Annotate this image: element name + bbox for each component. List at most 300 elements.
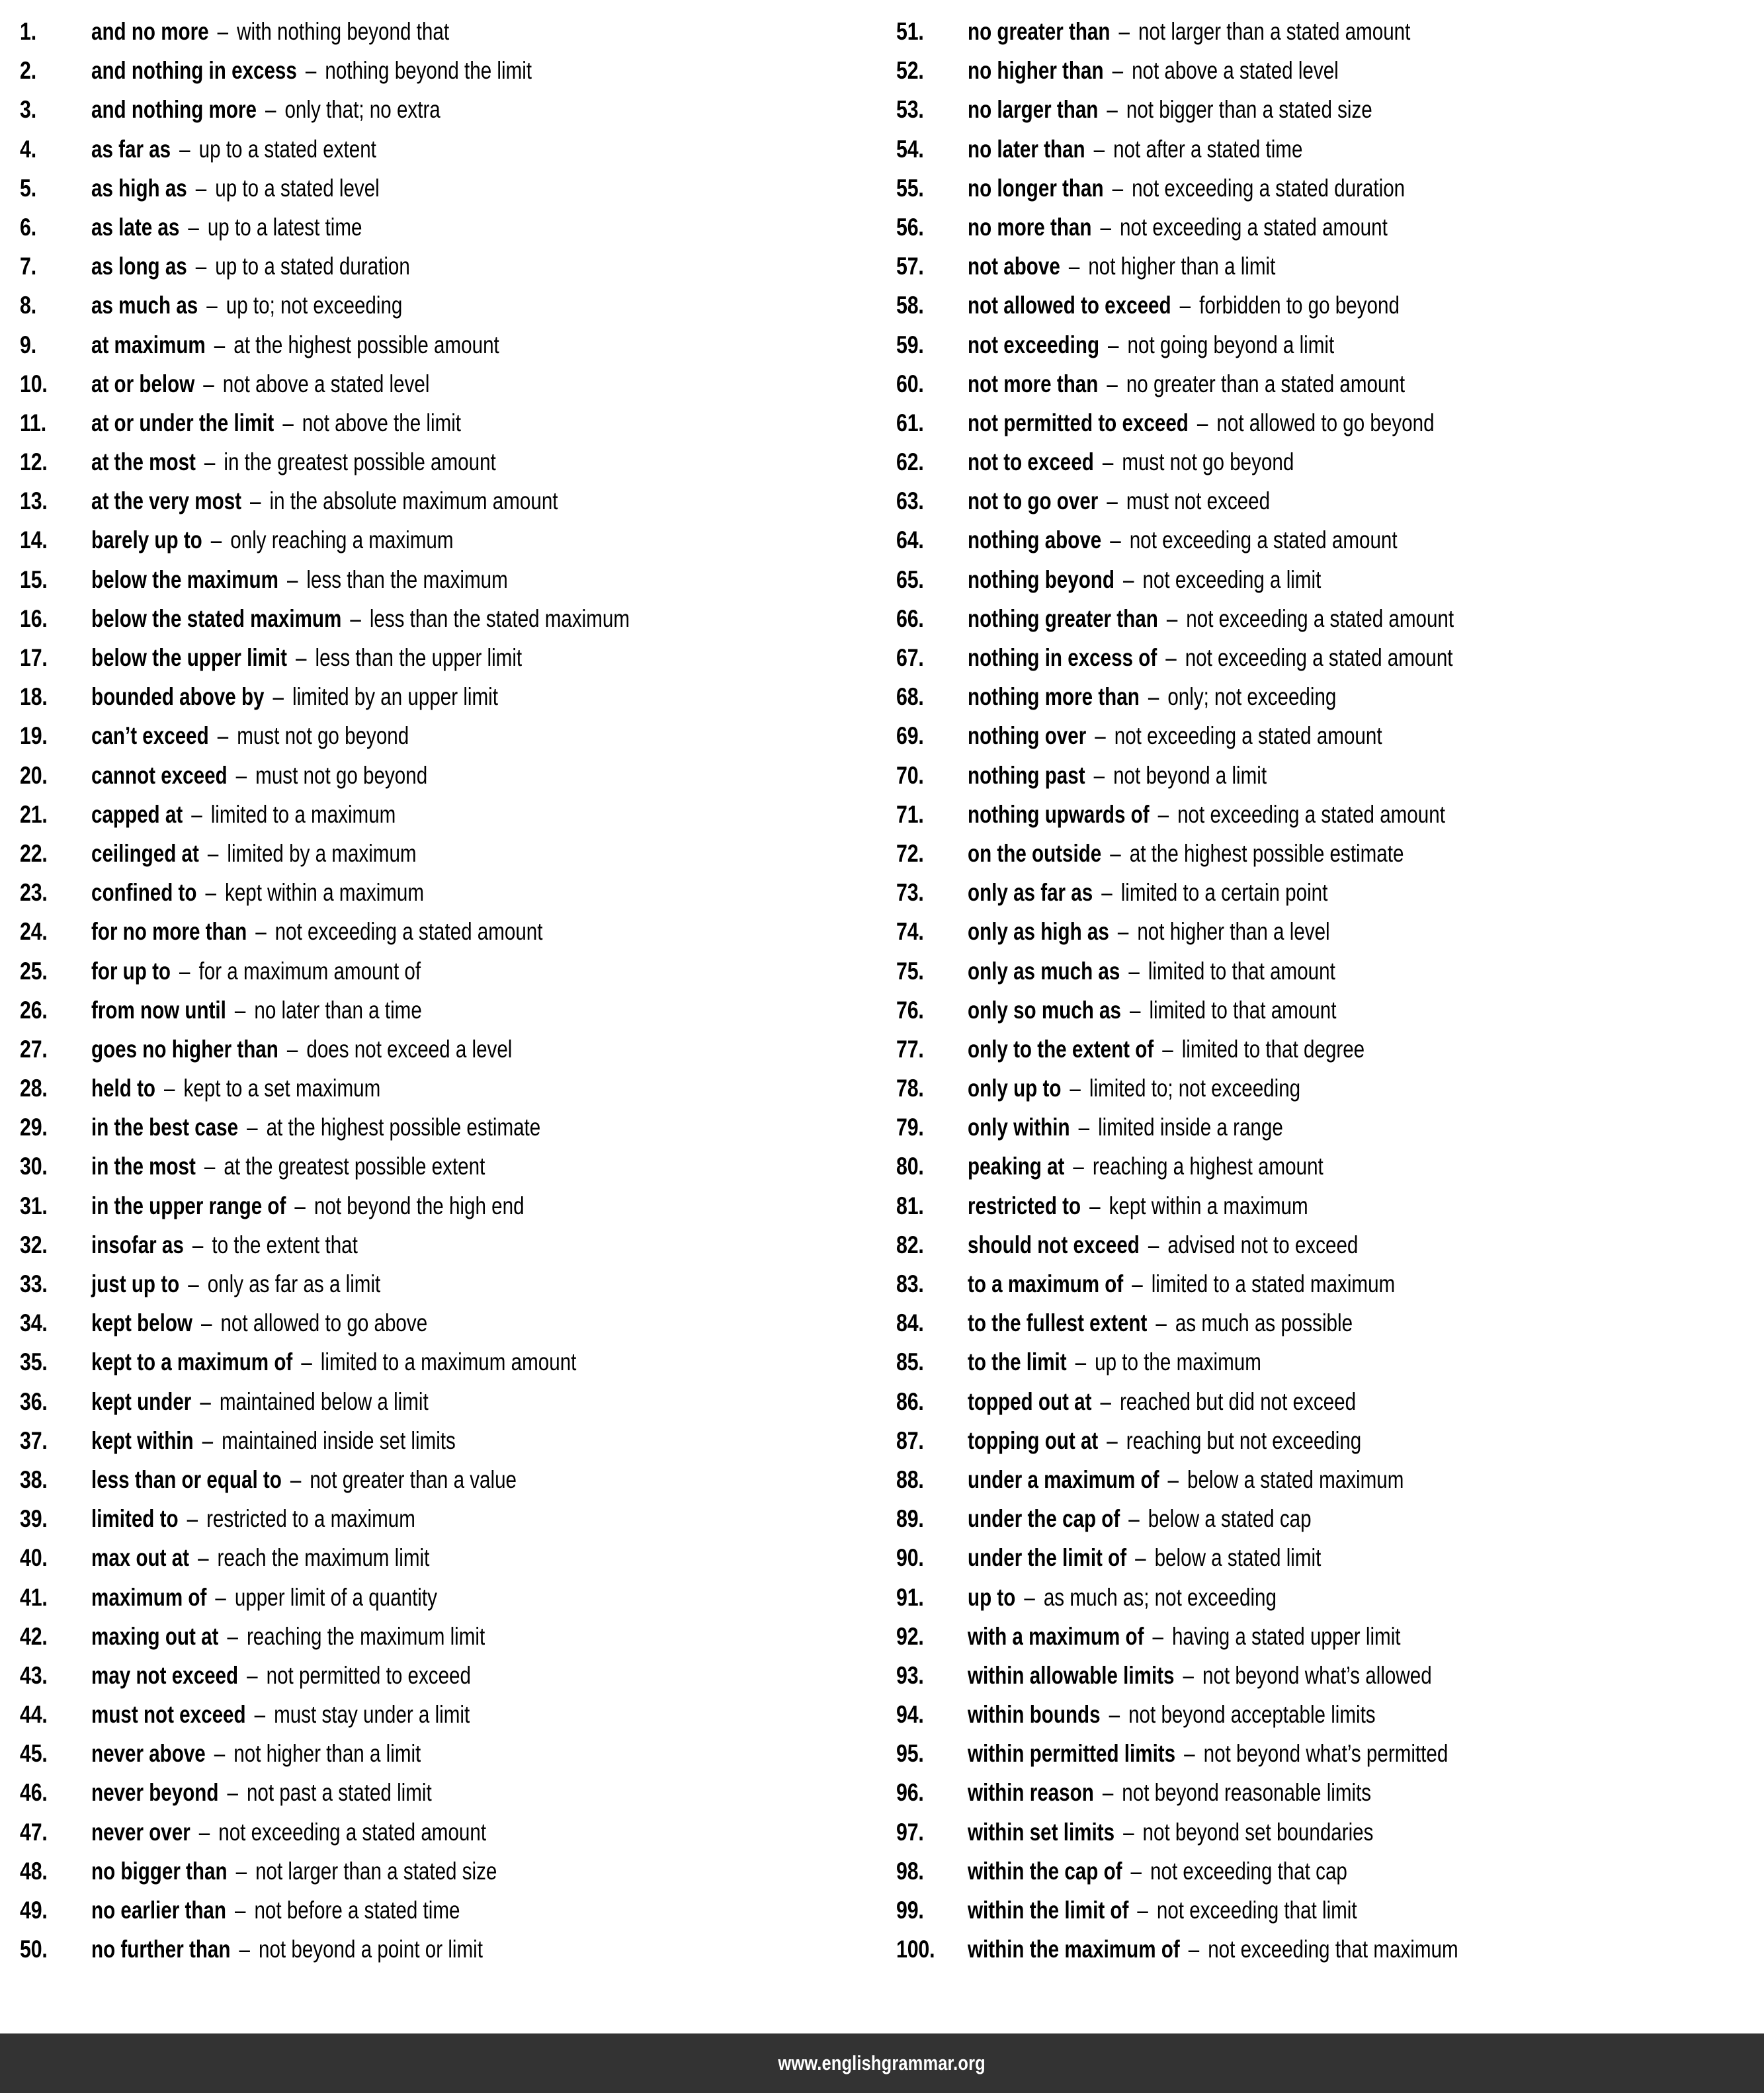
list-item-term: in the upper range of (91, 1192, 286, 1219)
list-item-number: 67. (896, 644, 924, 671)
list-item (896, 991, 1744, 1030)
list-item-number: 12. (20, 448, 48, 476)
list-item-term: at or under the limit (91, 409, 274, 436)
list-item-separator: – (1070, 1075, 1081, 1102)
list-item-term: kept below (91, 1309, 192, 1337)
list-item-definition: only that; no extra (284, 96, 441, 124)
list-item-term: within the limit of (967, 1897, 1129, 1924)
list-item (896, 51, 1744, 90)
list-item-term: insofar as (91, 1231, 184, 1258)
list-item-text (91, 1773, 432, 1812)
list-item-separator: – (234, 996, 246, 1024)
list-item-separator: – (204, 448, 216, 476)
list-item-term: nothing more than (967, 683, 1140, 711)
list-item-definition: not bigger than a stated size (1126, 96, 1372, 124)
list-item-separator: – (1100, 213, 1111, 241)
list-item-number: 57. (896, 253, 924, 280)
list-item-text (968, 1578, 1277, 1617)
list-item-text (968, 1891, 1357, 1930)
list-item (20, 1303, 883, 1342)
list-item-term: with a maximum of (967, 1622, 1144, 1650)
list-item-definition: limited to a maximum amount (320, 1348, 577, 1376)
list-item-separator: – (1112, 174, 1123, 202)
list-item-text (91, 403, 461, 442)
list-item-definition: at the greatest possible extent (224, 1153, 485, 1180)
list-item-text (968, 481, 1270, 520)
list-item (20, 1382, 883, 1421)
list-item (20, 286, 883, 325)
list-item (20, 1147, 883, 1186)
list-item (20, 1813, 883, 1852)
list-item-number: 56. (896, 213, 924, 241)
list-item-term: never above (91, 1740, 206, 1768)
list-item-term: as high as (91, 174, 187, 202)
list-item-number: 54. (896, 135, 924, 163)
list-item-text (91, 1734, 421, 1773)
list-item-text (91, 1538, 429, 1577)
list-item-separator: – (1078, 1114, 1089, 1141)
list-item-text (91, 1578, 437, 1617)
list-item-number: 99. (896, 1897, 924, 1924)
list-item-text (968, 952, 1335, 991)
list-item-text (91, 1852, 497, 1891)
list-item-definition: reaching but not exceeding (1126, 1426, 1362, 1454)
list-item-term: not more than (967, 370, 1099, 397)
list-item-text (91, 1813, 486, 1852)
list-item-definition: does not exceed a level (306, 1035, 513, 1063)
list-item-separator: – (202, 1426, 214, 1454)
list-item-term: on the outside (967, 839, 1102, 867)
list-item-definition: reached but did not exceed (1119, 1387, 1356, 1415)
list-item-term: cannot exceed (91, 761, 228, 789)
list-item-text (91, 1030, 512, 1069)
list-item-definition: not exceeding that limit (1156, 1897, 1357, 1924)
list-item-text (968, 1460, 1404, 1499)
list-item-term: kept within (91, 1426, 194, 1454)
list-item-separator: – (239, 1936, 250, 1963)
list-item-definition: not beyond acceptable limits (1128, 1701, 1376, 1729)
list-item-definition: not beyond a limit (1113, 761, 1267, 789)
list-item-number: 31. (20, 1192, 48, 1219)
list-item-number: 41. (20, 1583, 48, 1611)
list-item-number: 90. (896, 1544, 924, 1572)
list-item-term: nothing in excess of (967, 644, 1157, 671)
list-item-text (91, 716, 409, 755)
list-item-text (968, 1773, 1371, 1812)
list-item-text (968, 599, 1454, 638)
list-item (896, 1147, 1744, 1186)
list-item-separator: – (250, 487, 261, 515)
list-item (896, 520, 1744, 559)
list-item (20, 912, 883, 951)
list-item-separator: – (1184, 1740, 1195, 1768)
list-item-definition: must not go beyond (237, 722, 409, 750)
list-item-definition: nothing beyond the limit (325, 57, 532, 85)
list-item-separator: – (1117, 918, 1129, 946)
list-item-definition: in the absolute maximum amount (269, 487, 558, 515)
list-item-text (91, 1069, 380, 1108)
list-item-separator: – (191, 800, 202, 828)
list-item (896, 1069, 1744, 1108)
list-item (896, 638, 1744, 677)
list-item-term: no more than (967, 213, 1092, 241)
list-item-definition: having a stated upper limit (1171, 1622, 1401, 1650)
list-item-term: below the stated maximum (91, 604, 342, 632)
list-item (896, 873, 1744, 912)
list-item-number: 55. (896, 174, 924, 202)
list-item-separator: – (1155, 1309, 1167, 1337)
list-item-definition: for a maximum amount of (198, 957, 421, 985)
list-item-number: 60. (896, 370, 924, 397)
list-item-number: 88. (896, 1465, 924, 1493)
list-item-text (968, 1499, 1312, 1538)
list-item-term: to the fullest extent (967, 1309, 1148, 1337)
list-item-term: nothing over (967, 722, 1087, 750)
list-item (20, 130, 883, 169)
list-item (20, 520, 883, 559)
list-item (20, 481, 883, 520)
list-item-separator: – (1109, 1701, 1120, 1729)
list-item-term: limited to (91, 1505, 179, 1533)
list-item-text (91, 1147, 485, 1186)
list-item-term: confined to (91, 879, 197, 907)
list-item-separator: – (1162, 1035, 1173, 1063)
list-item-number: 58. (896, 292, 924, 319)
list-item-separator: – (1024, 1583, 1035, 1611)
list-item-separator: – (1122, 565, 1134, 593)
list-item-number: 35. (20, 1348, 48, 1376)
list-item (896, 599, 1744, 638)
list-item-term: only as high as (967, 918, 1109, 946)
list-item-term: not to exceed (967, 448, 1094, 476)
list-item-number: 14. (20, 526, 48, 554)
list-item (896, 12, 1744, 51)
list-item-separator: – (305, 57, 317, 85)
list-item-number: 1. (20, 18, 36, 45)
list-item-definition: not above a stated level (1131, 57, 1339, 85)
list-item-definition: below a stated limit (1154, 1544, 1322, 1572)
list-item-term: capped at (91, 800, 183, 828)
page-footer (0, 2033, 1764, 2093)
list-item-separator: – (1128, 1505, 1140, 1533)
list-item-definition: at the highest possible amount (233, 331, 499, 358)
list-item (20, 991, 883, 1030)
list-item (20, 1656, 883, 1695)
list-item-number: 42. (20, 1622, 48, 1650)
list-item-number: 53. (896, 96, 924, 124)
list-item-separator: – (282, 409, 294, 436)
list-item-text (968, 1656, 1432, 1695)
list-item-separator: – (195, 253, 207, 280)
list-item-separator: – (1107, 370, 1118, 397)
list-item (896, 1460, 1744, 1499)
left-column (20, 12, 883, 2033)
list-item-number: 45. (20, 1740, 48, 1768)
footer-website-label: www.englishgrammar.org (778, 2051, 986, 2074)
list-item (896, 481, 1744, 520)
list-item-separator: – (1089, 1192, 1101, 1219)
list-item-number: 37. (20, 1426, 48, 1454)
list-item-term: within allowable limits (967, 1661, 1175, 1689)
list-item-number: 28. (20, 1075, 48, 1102)
list-item-term: peaking at (967, 1153, 1065, 1180)
list-item-text (91, 952, 421, 991)
list-item-term: less than or equal to (91, 1465, 282, 1493)
list-item-separator: – (1102, 1779, 1114, 1807)
list-item-term: no longer than (967, 174, 1104, 202)
list-item (20, 834, 883, 873)
list-item-separator: – (1148, 683, 1159, 711)
list-item-separator: – (1166, 604, 1178, 632)
list-item (20, 1773, 883, 1812)
list-item (20, 1108, 883, 1147)
list-item-definition: reaching a highest amount (1092, 1153, 1323, 1180)
list-item-number: 65. (896, 565, 924, 593)
list-item-text (968, 1538, 1321, 1577)
list-item-separator: – (290, 1465, 302, 1493)
list-item-separator: – (286, 565, 298, 593)
list-item-definition: up to a stated extent (198, 135, 376, 163)
list-item (20, 1538, 883, 1577)
list-item-separator: – (192, 1231, 204, 1258)
list-item-text (91, 1891, 460, 1930)
list-item-term: for up to (91, 957, 171, 985)
list-item-term: no greater than (967, 18, 1111, 45)
list-item-term: only within (967, 1114, 1070, 1141)
list-item-text (91, 51, 532, 90)
list-item-text (91, 130, 376, 169)
list-item-text (968, 247, 1275, 286)
list-item-separator: – (188, 213, 199, 241)
list-item (896, 325, 1744, 364)
list-item-separator: – (1118, 18, 1130, 45)
list-item (20, 599, 883, 638)
list-item-number: 94. (896, 1701, 924, 1729)
list-item-term: up to (967, 1583, 1016, 1611)
list-item (20, 1225, 883, 1264)
list-item-term: no further than (91, 1936, 231, 1963)
list-item-definition: at the highest possible estimate (266, 1114, 541, 1141)
list-item-term: nothing upwards of (967, 800, 1150, 828)
list-item-text (91, 364, 429, 403)
list-item-term: only up to (967, 1075, 1062, 1102)
list-item-number: 40. (20, 1544, 48, 1572)
list-item-text (968, 834, 1404, 873)
list-item-definition: no greater than a stated amount (1126, 370, 1405, 397)
list-item-separator: – (301, 1348, 312, 1376)
list-item (20, 442, 883, 481)
list-item-definition: limited to a maximum (210, 800, 396, 828)
list-item-number: 84. (896, 1309, 924, 1337)
list-item (20, 51, 883, 90)
list-item (896, 364, 1744, 403)
list-item-term: not above (967, 253, 1060, 280)
list-item (896, 1773, 1744, 1812)
list-item (896, 1578, 1744, 1617)
list-item-text (91, 1421, 456, 1460)
list-item-separator: – (286, 1035, 298, 1063)
list-item (20, 1930, 883, 1969)
list-item-number: 43. (20, 1661, 48, 1689)
list-item-term: within permitted limits (967, 1740, 1175, 1768)
list-item-separator: – (1112, 57, 1123, 85)
list-item-definition: not larger than a stated size (255, 1857, 497, 1885)
list-item (20, 1891, 883, 1930)
list-item-separator: – (235, 1857, 247, 1885)
list-item (896, 834, 1744, 873)
list-item-term: below the upper limit (91, 644, 288, 671)
list-item-number: 59. (896, 331, 924, 358)
list-item-separator: – (205, 879, 216, 907)
list-item-number: 100. (896, 1936, 935, 1963)
list-item (20, 1852, 883, 1891)
list-item-definition: must stay under a limit (274, 1701, 470, 1729)
list-item-number: 13. (20, 487, 48, 515)
list-item (20, 756, 883, 795)
list-item-text (968, 560, 1321, 599)
list-item-text (968, 991, 1336, 1030)
list-item-separator: – (296, 644, 307, 671)
list-item-definition: limited to a stated maximum (1151, 1270, 1396, 1297)
list-item-number: 19. (20, 722, 48, 750)
list-item-term: within the maximum of (967, 1936, 1180, 1963)
list-item-number: 52. (896, 57, 924, 85)
list-item-number: 32. (20, 1231, 48, 1258)
list-item-definition: not larger than a stated amount (1138, 18, 1411, 45)
list-item-definition: limited by an upper limit (292, 683, 498, 711)
list-item-separator: – (1128, 957, 1140, 985)
list-item (20, 1734, 883, 1773)
list-item-text (91, 1382, 429, 1421)
list-item-separator: – (234, 1897, 246, 1924)
list-item-separator: – (1122, 1818, 1134, 1846)
list-item-number: 78. (896, 1075, 924, 1102)
list-item-number: 16. (20, 604, 48, 632)
list-item-term: topped out at (967, 1387, 1092, 1415)
list-item-separator: – (187, 1505, 198, 1533)
list-item-separator: – (198, 1818, 210, 1846)
list-item-separator: – (204, 1153, 216, 1180)
list-item-separator: – (1197, 409, 1208, 436)
list-item-term: under a maximum of (967, 1465, 1159, 1493)
list-item-text (968, 756, 1267, 795)
list-item-number: 21. (20, 800, 48, 828)
list-item (20, 677, 883, 716)
list-item-number: 63. (896, 487, 924, 515)
list-item-separator: – (1179, 292, 1191, 319)
list-item-definition: limited to that amount (1148, 957, 1335, 985)
list-item-definition: not exceeding a limit (1142, 565, 1322, 593)
list-item-text (91, 442, 496, 481)
list-item-number: 24. (20, 918, 48, 946)
list-item-term: nothing above (967, 526, 1102, 554)
list-item-definition: as much as; not exceeding (1043, 1583, 1277, 1611)
list-item-term: only as much as (967, 957, 1120, 985)
list-item-definition: not exceeding that cap (1150, 1857, 1347, 1885)
list-item-number: 25. (20, 957, 48, 985)
list-item-number: 18. (20, 683, 48, 711)
list-item-definition: not exceeding a stated amount (1119, 213, 1388, 241)
list-item-term: never beyond (91, 1779, 219, 1807)
list-item-definition: with nothing beyond that (237, 18, 450, 45)
list-item-text (968, 1695, 1376, 1734)
list-item-text (91, 1930, 483, 1969)
list-item (896, 169, 1744, 208)
list-item-number: 86. (896, 1387, 924, 1415)
list-item-text (968, 1930, 1458, 1969)
list-item-separator: – (164, 1075, 175, 1102)
list-item-term: for no more than (91, 918, 247, 946)
list-item-separator: – (273, 683, 284, 711)
list-item-number: 71. (896, 800, 924, 828)
list-item (896, 1421, 1744, 1460)
list-item-separator: – (1167, 1465, 1179, 1493)
list-item-text (968, 1030, 1365, 1069)
list-item (896, 1303, 1744, 1342)
list-item-text (91, 12, 449, 51)
list-item (20, 1695, 883, 1734)
list-item (20, 208, 883, 247)
list-item-definition: not beyond the high end (314, 1192, 525, 1219)
list-item-definition: reach the maximum limit (217, 1544, 430, 1572)
list-item-definition: restricted to a maximum (206, 1505, 415, 1533)
list-item-text (91, 1695, 470, 1734)
list-item-definition: only reaching a maximum (230, 526, 454, 554)
list-item-text (91, 208, 362, 247)
list-item-definition: limited inside a range (1097, 1114, 1283, 1141)
list-item-separator: – (1095, 722, 1106, 750)
list-item-definition: not exceeding a stated amount (274, 918, 543, 946)
list-item-separator: – (179, 957, 190, 985)
list-item-term: only so much as (967, 996, 1121, 1024)
list-item (20, 1186, 883, 1225)
list-item-definition: not above the limit (302, 409, 462, 436)
list-item-separator: – (1129, 996, 1141, 1024)
list-item-number: 26. (20, 996, 48, 1024)
list-item-separator: – (1075, 1348, 1086, 1376)
list-item-definition: not past a stated limit (246, 1779, 432, 1807)
list-item-number: 20. (20, 761, 48, 789)
list-item-definition: not exceeding a stated amount (1185, 644, 1453, 671)
list-item-text (91, 90, 441, 129)
list-item-separator: – (254, 1701, 266, 1729)
list-item-separator: – (235, 761, 247, 789)
list-item-number: 51. (896, 18, 924, 45)
list-item-definition: kept to a set maximum (183, 1075, 381, 1102)
list-item-separator: – (294, 1192, 306, 1219)
list-item-definition: only; not exceeding (1167, 683, 1337, 711)
list-item-number: 64. (896, 526, 924, 554)
list-item-term: and no more (91, 18, 209, 45)
list-item-definition: advised not to exceed (1167, 1231, 1359, 1258)
list-item-separator: – (1165, 644, 1177, 671)
list-item-definition: up to a stated duration (215, 253, 410, 280)
list-item-term: within set limits (967, 1818, 1114, 1846)
list-item-number: 9. (20, 331, 36, 358)
list-item-number: 75. (896, 957, 924, 985)
list-item-number: 73. (896, 879, 924, 907)
list-item-term: maxing out at (91, 1622, 219, 1650)
list-item-text (91, 1617, 485, 1656)
list-item-term: in the best case (91, 1114, 239, 1141)
list-item-text (968, 1813, 1373, 1852)
list-item-separator: – (1137, 1897, 1148, 1924)
list-item-text (968, 1734, 1448, 1773)
list-item-term: kept to a maximum of (91, 1348, 293, 1376)
list-item-text (968, 1303, 1353, 1342)
list-item-number: 17. (20, 644, 48, 671)
list-item (896, 795, 1744, 834)
